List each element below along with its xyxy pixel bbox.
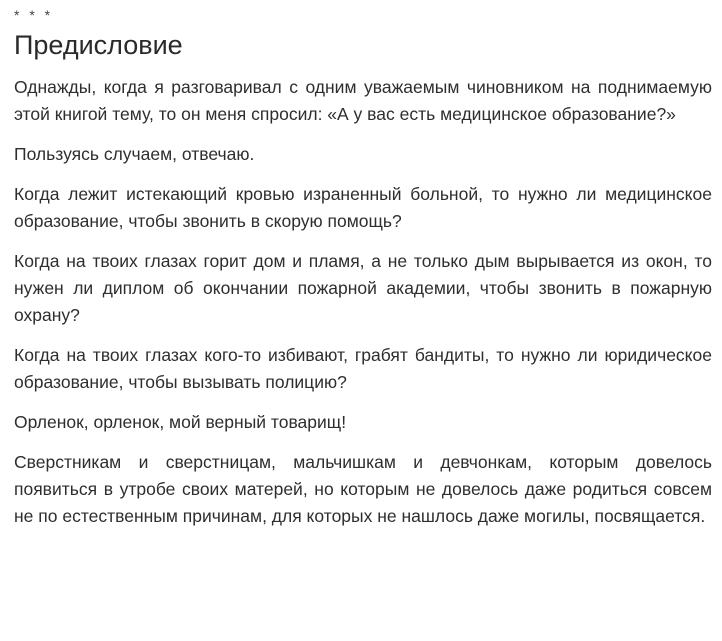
paragraph-5: Когда на твоих глазах кого-то избивают, грабят бандиты, то нужно ли юридическое образование, чтобы вызывать полицию?	[14, 345, 712, 392]
page-title: Предисловие	[14, 30, 183, 60]
paragraph-2: Пользуясь случаем, отвечаю.	[14, 144, 255, 164]
section-separator: * * *	[14, 7, 54, 23]
paragraph-1: Однажды, когда я разговаривал с одним уважаемым чиновником на поднимаемую этой книгой тему, то он меня спросил: «А у вас есть медицинское образование?»	[14, 77, 712, 124]
paragraph-3: Когда лежит истекающий кровью израненный больной, то нужно ли медицинское образование, чтобы звонить в скорую помощь?	[14, 184, 712, 231]
paragraph-4: Когда на твоих глазах горит дом и пламя, а не только дым вырывается из окон, то нужен ли диплом об окончании пожарной академии, чтобы звонить в пожарную охрану?	[14, 251, 712, 325]
paragraph-7: Сверстникам и сверстницам, мальчишкам и девчонкам, которым довелось появиться в утробе своих матерей, но которым не довелось даже родиться совсем не по естественным причинам, для которых не нашлось даже могилы, посвящается.	[14, 452, 712, 526]
paragraph-6: Орленок, орленок, мой верный товарищ!	[14, 412, 347, 432]
